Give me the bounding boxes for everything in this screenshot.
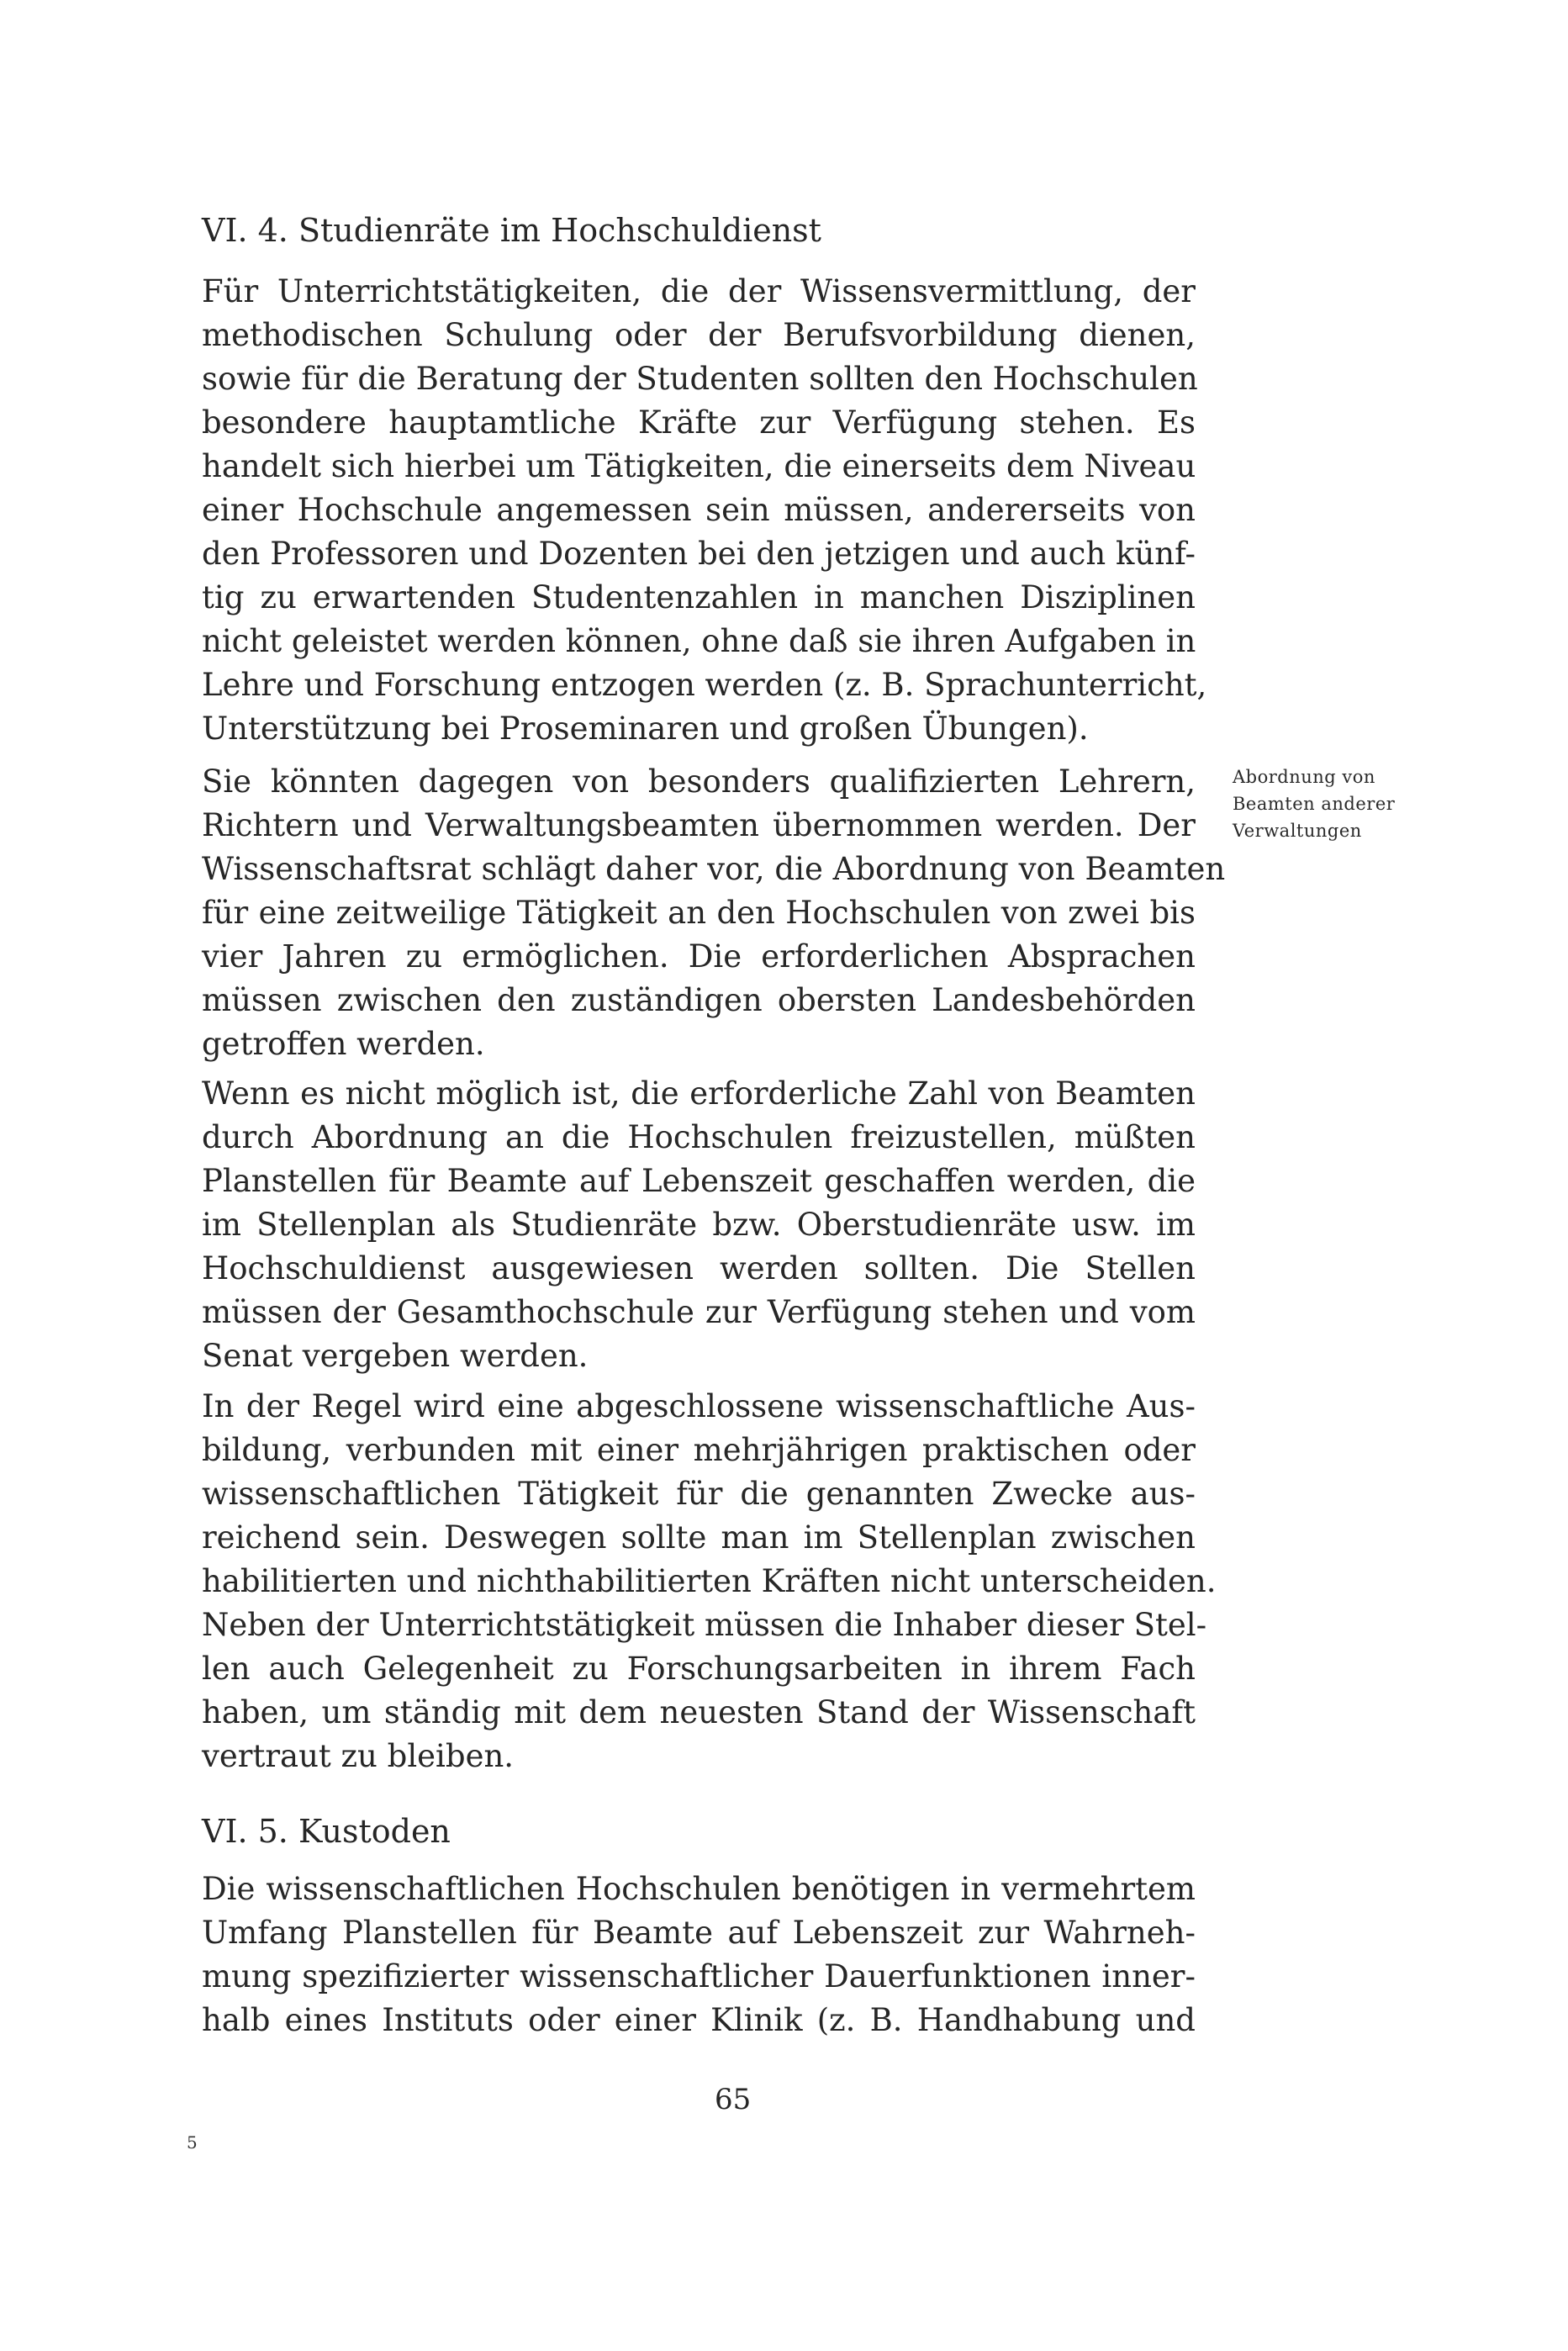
text-line: Senat vergeben werden. — [202, 1338, 589, 1374]
margin-note-line: Beamten anderer — [1233, 794, 1396, 814]
margin-note-line: Abordnung von — [1233, 767, 1375, 787]
text-line: haben, um ständig mit dem neuesten Stand der Wissenschaft — [202, 1694, 1196, 1730]
text-line: Richtern und Verwaltungsbeamten übernommen werden. Der — [202, 807, 1196, 843]
text-line: habilitierten und nichthabilitierten Kräften nicht unterscheiden. — [202, 1563, 1217, 1599]
text-line: Wenn es nicht möglich ist, die erforderliche Zahl von Beamten — [202, 1075, 1196, 1112]
text-line: methodischen Schulung oder der Berufsvorbildung dienen, — [202, 317, 1196, 353]
paragraph — [202, 1385, 1217, 1778]
text-line: bildung, verbunden mit einer mehrjährigen praktischen oder — [202, 1432, 1196, 1468]
text-line: besondere hauptamtliche Kräfte zur Verfügung stehen. Es — [202, 404, 1196, 441]
text-line: Hochschuldienst ausgewiesen werden sollten. Die Stellen — [202, 1250, 1196, 1286]
text-line: nicht geleistet werden können, ohne daß sie ihren Aufgaben in — [202, 623, 1196, 659]
text-line: für eine zeitweilige Tätigkeit an den Hochschulen von zwei bis — [202, 895, 1196, 931]
text-line: In der Regel wird eine abgeschlossene wissenschaftliche Aus- — [202, 1388, 1196, 1424]
text-line: den Professoren und Dozenten bei den jetzigen und auch künf- — [202, 536, 1196, 572]
text-line: müssen der Gesamthochschule zur Verfügung stehen und vom — [202, 1294, 1196, 1330]
text-line: Neben der Unterrichtstätigkeit müssen die Inhaber dieser Stel- — [202, 1607, 1207, 1643]
text-line: halb eines Instituts oder einer Klinik (z. B. Handhabung und — [202, 2002, 1196, 2038]
section-heading: VI. 5. Kustoden — [202, 1813, 451, 1850]
text-line: Für Unterrichtstätigkeiten, die der Wissensvermittlung, der — [202, 273, 1196, 309]
margin-note — [1233, 763, 1443, 844]
text-line: tig zu erwartenden Studentenzahlen in manchen Disziplinen — [202, 579, 1196, 615]
page-number: 65 — [715, 2083, 752, 2116]
text-line: einer Hochschule angemessen sein müssen, andererseits von — [202, 492, 1196, 528]
paragraph — [202, 760, 1226, 1066]
text-line: Sie könnten dagegen von besonders qualifizierten Lehrern, — [202, 763, 1196, 800]
text-line: Die wissenschaftlichen Hochschulen benötigen in vermehrtem — [202, 1871, 1196, 1907]
text-line: Planstellen für Beamte auf Lebenszeit geschaffen werden, die — [202, 1163, 1196, 1199]
signature-mark: 5 — [187, 2132, 198, 2153]
paragraph — [202, 1072, 1196, 1378]
text-line: handelt sich hierbei um Tätigkeiten, die einerseits dem Niveau — [202, 448, 1196, 484]
text-line: vier Jahren zu ermöglichen. Die erforderlichen Absprachen — [202, 938, 1196, 975]
paragraph — [202, 270, 1207, 751]
text-line: sowie für die Beratung der Studenten sollten den Hochschulen — [202, 361, 1198, 397]
text-line: Umfang Planstellen für Beamte auf Lebenszeit zur Wahrneh- — [202, 1915, 1196, 1951]
text-line: mung spezifizierter wissenschaftlicher Dauerfunktionen inner- — [202, 1958, 1196, 1994]
text-line: len auch Gelegenheit zu Forschungsarbeiten in ihrem Fach — [202, 1651, 1196, 1687]
text-line: reichend sein. Deswegen sollte man im Stellenplan zwischen — [202, 1519, 1196, 1556]
text-line: getroffen werden. — [202, 1026, 485, 1062]
text-line: Wissenschaftsrat schlägt daher vor, die Abordnung von Beamten — [202, 851, 1226, 887]
text-line: Unterstützung bei Proseminaren und großen Übungen). — [202, 711, 1089, 747]
text-line: durch Abordnung an die Hochschulen freizustellen, müßten — [202, 1119, 1196, 1155]
margin-note-line: Verwaltungen — [1233, 821, 1362, 841]
section-heading: VI. 4. Studienräte im Hochschuldienst — [202, 212, 821, 249]
text-line: Lehre und Forschung entzogen werden (z. B. Sprachunterricht, — [202, 667, 1207, 703]
text-line: im Stellenplan als Studienräte bzw. Oberstudienräte usw. im — [202, 1207, 1196, 1243]
paragraph — [202, 1868, 1196, 2042]
text-line: vertraut zu bleiben. — [202, 1738, 515, 1774]
text-line: müssen zwischen den zuständigen obersten Landesbehörden — [202, 982, 1196, 1018]
text-line: wissenschaftlichen Tätigkeit für die genannten Zwecke aus- — [202, 1476, 1196, 1512]
